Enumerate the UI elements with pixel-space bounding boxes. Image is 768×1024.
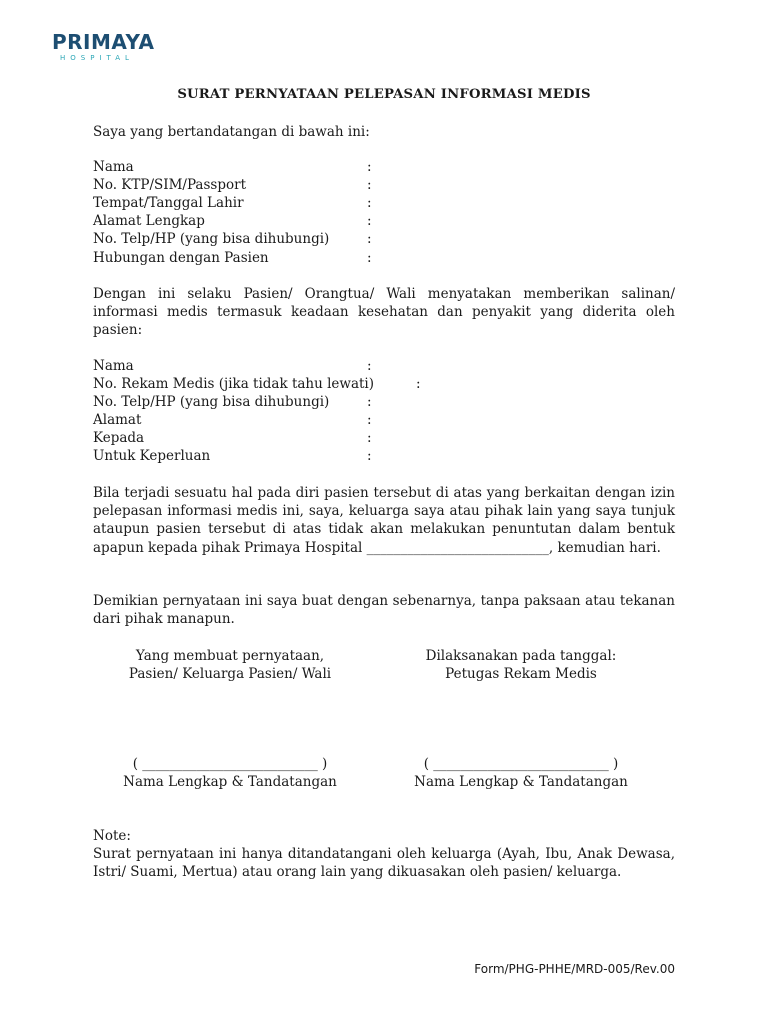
- note-label: Note:: [93, 828, 131, 844]
- field-colon: :: [367, 177, 372, 193]
- field-colon: :: [367, 159, 372, 175]
- field-label: No. KTP/SIM/Passport: [93, 177, 246, 193]
- field-colon: :: [367, 394, 372, 410]
- field-label: Nama: [93, 358, 134, 374]
- signature-right-line1: Dilaksanakan pada tanggal:: [425, 648, 617, 664]
- field-label: Untuk Keperluan: [93, 448, 211, 464]
- field-colon: :: [367, 250, 372, 266]
- signature-left-blank: ( __________________________ ): [132, 756, 328, 772]
- form-code: Form/PHG-PHHE/MRD-005/Rev.00: [474, 962, 675, 976]
- field-label: Alamat Lengkap: [93, 213, 205, 229]
- closing-paragraph: Demikian pernyataan ini saya buat dengan sebenarnya, tanpa paksaan atau tekanan dari pihak manapun.: [93, 593, 675, 628]
- field-colon: :: [367, 430, 372, 446]
- signature-left-line1: Yang membuat pernyataan,: [135, 648, 325, 664]
- field-colon: :: [367, 358, 372, 374]
- signature-right-blank: ( __________________________ ): [423, 756, 619, 772]
- signature-right-caption: Nama Lengkap & Tandatangan: [414, 774, 628, 790]
- field-colon: :: [367, 412, 372, 428]
- field-label: No. Telp/HP (yang bisa dihubungi): [93, 394, 330, 410]
- signature-left-line2: Pasien/ Keluarga Pasien/ Wali: [128, 666, 332, 682]
- liability-paragraph: Bila terjadi sesuatu hal pada diri pasien tersebut di atas yang berkaitan dengan izin pelepasan informasi medis ini, saya, keluarga saya atau pihak lain yang saya tunjuk ataupun pasien tersebut di atas tidak akan melakukan penuntutan dalam bentuk apapun kepada pihak Primaya Hospital ___________________________, kemudian hari.: [93, 485, 675, 556]
- consent-paragraph: Dengan ini selaku Pasien/ Orangtua/ Wali menyatakan memberikan salinan/ informasi medis termasuk keadaan kesehatan dan penyakit yang diderita oleh pasien:: [93, 286, 675, 339]
- field-label: Alamat: [93, 412, 142, 428]
- field-label: Nama: [93, 159, 134, 175]
- hospital-logo: [52, 30, 155, 62]
- field-label: Hubungan dengan Pasien: [93, 250, 269, 266]
- field-colon: :: [367, 195, 372, 211]
- field-colon: :: [367, 213, 372, 229]
- document-title: SURAT PERNYATAAN PELEPASAN INFORMASI MEDIS: [177, 87, 591, 102]
- field-label: Tempat/Tanggal Lahir: [93, 195, 244, 211]
- field-colon: :: [367, 448, 372, 464]
- field-label: No. Telp/HP (yang bisa dihubungi): [93, 231, 330, 247]
- intro-text: Saya yang bertandatangan di bawah ini:: [93, 124, 370, 140]
- note-text: Surat pernyataan ini hanya ditandatangani oleh keluarga (Ayah, Ibu, Anak Dewasa, Istri/ Suami, Mertua) atau orang lain yang dikuasakan oleh pasien/ keluarga.: [93, 846, 675, 881]
- field-colon: :: [416, 376, 421, 392]
- signature-left-caption: Nama Lengkap & Tandatangan: [123, 774, 337, 790]
- logo-name: PRIMAYA: [52, 30, 155, 54]
- logo-sub: HOSPITAL: [60, 54, 134, 62]
- field-colon: :: [367, 231, 372, 247]
- field-label: No. Rekam Medis (jika tidak tahu lewati): [93, 376, 375, 392]
- signature-right-line2: Petugas Rekam Medis: [445, 666, 597, 682]
- field-label: Kepada: [93, 430, 145, 446]
